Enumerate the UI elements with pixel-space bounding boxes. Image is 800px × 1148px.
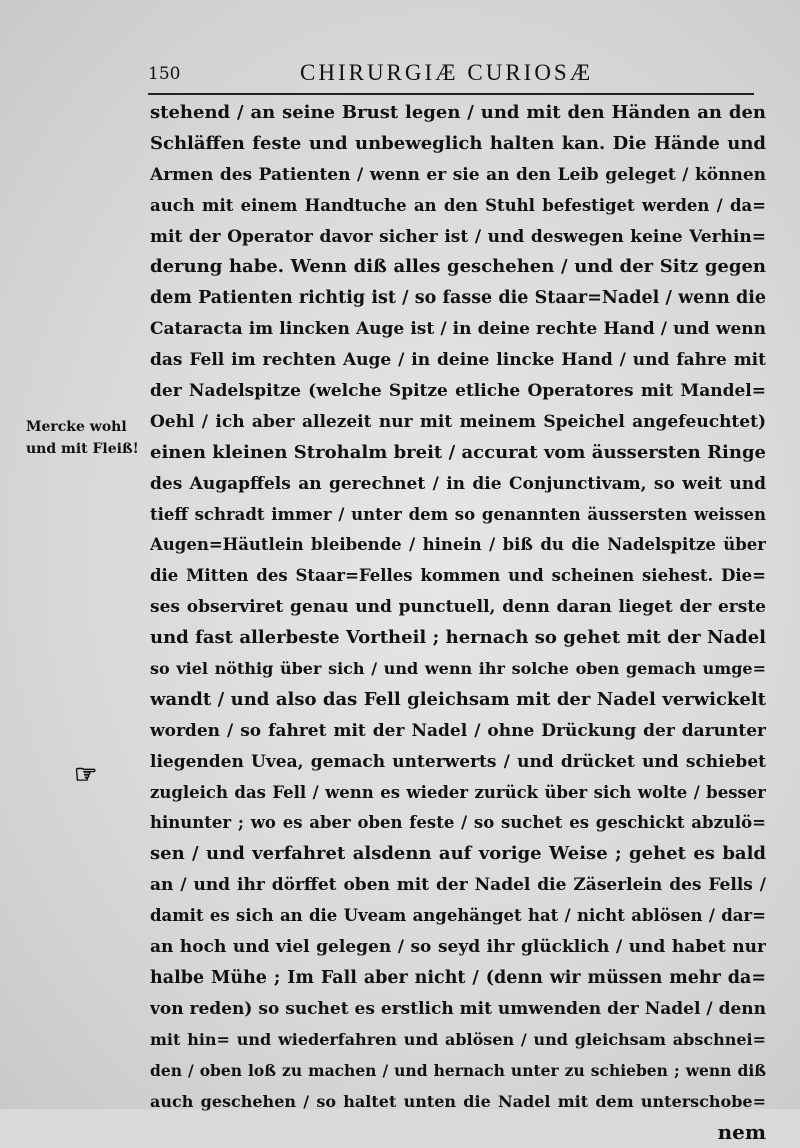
text-line: von reden) so suchet es erstlich mit umwenden der Nadel / denn <box>150 998 766 1019</box>
text-line: das Fell im rechten Auge / in deine lincke Hand / und fahre mit <box>150 350 766 371</box>
running-title: CHIRURGIÆ CURIOSÆ <box>300 60 594 85</box>
marginal-note-line: und mit Fleiß! <box>26 441 139 457</box>
text-line: auch mit einem Handtuche an den Stuhl befestiget werden / da= <box>150 195 766 215</box>
text-line: Oehl / ich aber allezeit nur mit meinem Speichel angefeuchtet) <box>150 411 766 432</box>
text-line: auch geschehen / so haltet unten die Nadel mit dem unterschobe= <box>150 1091 766 1111</box>
text-line: damit es sich an die Uveam angehänget hat / nicht ablösen / dar= <box>150 906 766 926</box>
text-line: zugleich das Fell / wenn es wieder zurück über sich wolte / besser <box>150 782 766 802</box>
text-line: die Mitten des Staar=Felles kommen und scheinen siehest. Die= <box>150 566 766 586</box>
text-line: stehend / an seine Brust legen / und mit den Händen an den <box>150 102 766 123</box>
text-line: worden / so fahret mit der Nadel / ohne Drückung der darunter <box>150 720 766 741</box>
text-line: mit hin= und wiederfahren und ablösen / und gleichsam abschnei= <box>150 1029 766 1049</box>
text-line: und fast allerbeste Vortheil ; hernach so gehet mit der Nadel <box>150 627 766 649</box>
text-line: so viel nöthig über sich / und wenn ihr solche oben gemach umge= <box>150 659 766 679</box>
text-line: Schläffen feste und unbeweglich halten kan. Die Hände und <box>150 132 766 154</box>
text-line: Armen des Patienten / wenn er sie an den Leib geleget / können <box>150 164 766 185</box>
text-line: halbe Mühe ; Im Fall aber nicht / (denn wir müssen mehr da= <box>150 967 766 988</box>
text-line: tieff schradt immer / unter dem so genannten äussersten weissen <box>150 504 766 524</box>
text-line: einen kleinen Strohalm breit / accurat vom äussersten Ringe <box>150 441 766 463</box>
text-line: an / und ihr dörffet oben mit der Nadel die Zäserlein des Fells / <box>150 875 766 896</box>
text-line: Augen=Häutlein bleibende / hinein / biß du die Nadelspitze über <box>150 535 766 555</box>
text-line: ses observiret genau und punctuell, denn daran lieget der erste <box>150 597 766 618</box>
text-line: wandt / und also das Fell gleichsam mit der Nadel verwickelt <box>150 688 766 710</box>
page-header <box>148 58 752 92</box>
page-number: 150 <box>148 64 181 84</box>
text-line: nem <box>717 1120 766 1145</box>
text-line: des Augapffels an gerechnet / in die Conjunctivam, so weit und <box>150 473 766 494</box>
pointing-hand-icon: ☞ <box>74 760 98 790</box>
marginal-note <box>26 416 144 460</box>
text-line: der Nadelspitze (welche Spitze etliche Operatores mit Mandel= <box>150 381 766 402</box>
text-line: derung habe. Wenn diß alles geschehen / und der Sitz gegen <box>150 256 766 278</box>
text-line: an hoch und viel gelegen / so seyd ihr glücklich / und habet nur <box>150 937 766 958</box>
text-line: den / oben loß zu machen / und hernach unter zu schieben ; wenn diß <box>150 1060 766 1080</box>
text-line: hinunter ; wo es aber oben feste / so suchet es geschickt abzulö= <box>150 813 766 833</box>
text-line: mit der Operator davor sicher ist / und deswegen keine Verhin= <box>150 226 766 247</box>
header-rule <box>148 93 754 95</box>
text-line: Cataracta im lincken Auge ist / in deine rechte Hand / und wenn <box>150 319 766 340</box>
text-line: liegenden Uvea, gemach unterwerts / und drücket und schiebet <box>150 751 766 772</box>
marginal-note-line: Mercke wohl <box>26 419 127 435</box>
body-text <box>150 98 766 1148</box>
text-line: sen / und verfahret alsdenn auf vorige Weise ; gehet es bald <box>150 843 766 865</box>
text-line: dem Patienten richtig ist / so fasse die Staar=Nadel / wenn die <box>150 288 766 309</box>
